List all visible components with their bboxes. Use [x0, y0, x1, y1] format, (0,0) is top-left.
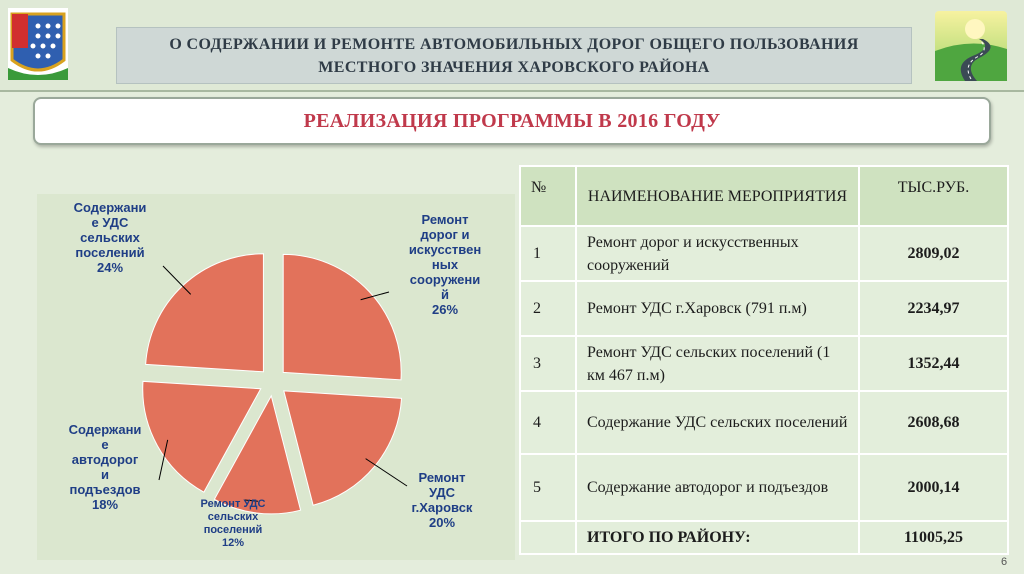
title-line-1: О СОДЕРЖАНИИ И РЕМОНТЕ АВТОМОБИЛЬНЫХ ДОРОГ ОБЩЕГО ПОЛЬЗОВАНИЯ — [169, 35, 859, 53]
leader-line — [163, 266, 191, 294]
table-row — [520, 226, 1008, 281]
pie-label-kharovsk-repair: Ремонт УДС г.Харовск 20% — [411, 470, 473, 530]
road-logo-icon — [935, 11, 1007, 81]
row-name: Ремонт УДС г.Харовск (791 п.м) — [576, 281, 859, 336]
row-name: Содержание УДС сельских поселений — [576, 391, 859, 454]
row-number: 2 — [520, 281, 576, 336]
row-amount: 2000,14 — [859, 454, 1008, 521]
total-amount: 11005,25 — [859, 521, 1008, 554]
row-number: 1 — [520, 226, 576, 281]
total-label: ИТОГО ПО РАЙОНУ: — [576, 521, 859, 554]
row-amount: 2608,68 — [859, 391, 1008, 454]
slice-roads-repair — [283, 254, 401, 379]
row-name: Ремонт УДС сельских поселений (1 км 467 п.м) — [576, 336, 859, 391]
pie-label-roads-maintenance: Содержани е автодорог и подъездов 18% — [68, 422, 142, 512]
table-total-row — [520, 521, 1008, 554]
row-amount: 2809,02 — [859, 226, 1008, 281]
table-row — [520, 281, 1008, 336]
table-row — [520, 391, 1008, 454]
row-amount: 1352,44 — [859, 336, 1008, 391]
row-number: 4 — [520, 391, 576, 454]
row-number: 3 — [520, 336, 576, 391]
table-row — [520, 336, 1008, 391]
coat-of-arms-icon — [8, 8, 68, 80]
page-title — [116, 27, 912, 84]
expenses-table — [519, 165, 1009, 555]
pie-label-roads-repair: Ремонт дорог и искусствен ных сооружени й 26% — [408, 212, 482, 317]
row-name: Содержание автодорог и подъездов — [576, 454, 859, 521]
col-header-amount: ТЫС.РУБ. — [859, 166, 1008, 226]
title-line-2: МЕСТНОГО ЗНАЧЕНИЯ ХАРОВСКОГО РАЙОНА — [318, 58, 710, 76]
col-header-number: № — [520, 166, 576, 226]
table-row — [520, 454, 1008, 521]
total-empty-cell — [520, 521, 576, 554]
pie-chart-area — [37, 194, 515, 560]
section-subtitle: РЕАЛИЗАЦИЯ ПРОГРАММЫ В 2016 ГОДУ — [33, 97, 991, 145]
col-header-name: НАИМЕНОВАНИЕ МЕРОПРИЯТИЯ — [576, 166, 859, 226]
row-name: Ремонт дорог и искусственных сооружений — [576, 226, 859, 281]
table-header-row — [520, 166, 1008, 226]
page-number: 6 — [1001, 556, 1008, 568]
row-number: 5 — [520, 454, 576, 521]
pie-label-rural-repair: Ремонт УДС сельских поселений 12% — [200, 498, 266, 549]
row-amount: 2234,97 — [859, 281, 1008, 336]
slice-kharovsk-repair — [284, 391, 402, 505]
pie-label-rural-maintenance: Содержани е УДС сельских поселений 24% — [73, 200, 147, 275]
